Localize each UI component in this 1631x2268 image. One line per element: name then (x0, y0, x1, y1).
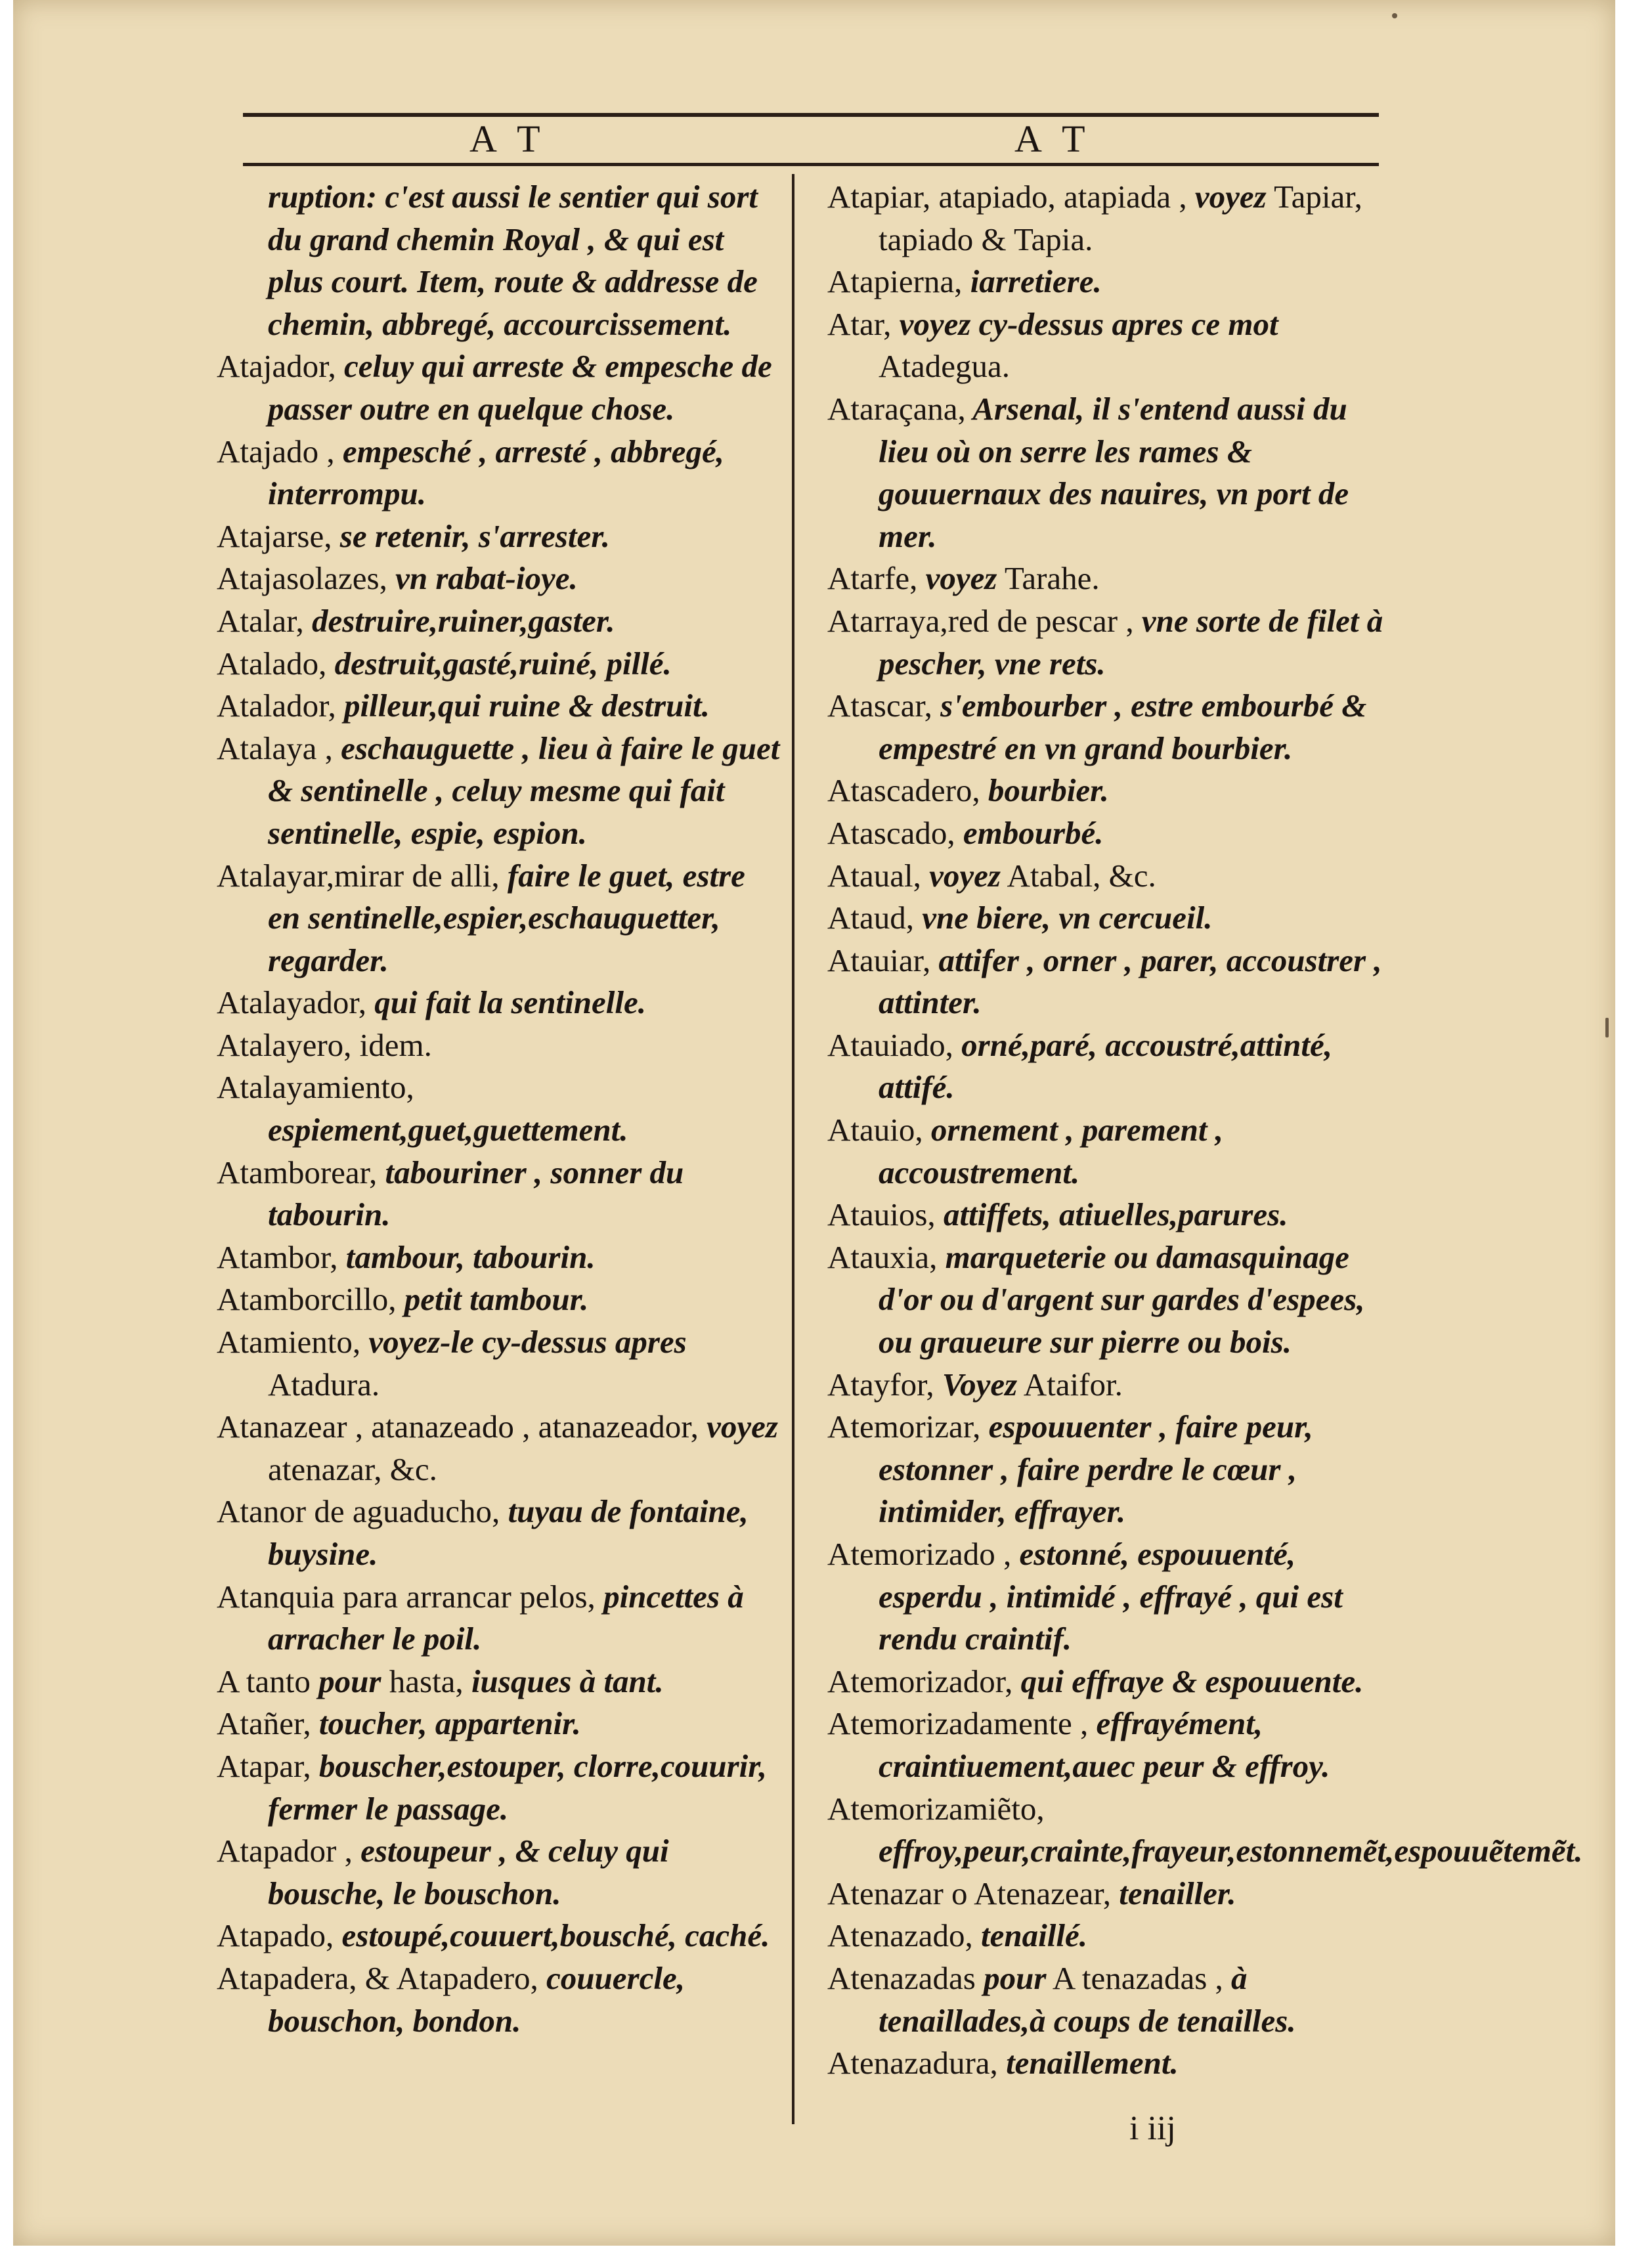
dictionary-entry (217, 176, 781, 345)
entry-headword: Atemorizado , (827, 1536, 1012, 1572)
entry-headword: Atascadero, (827, 772, 980, 809)
entry-definition: qui effraye & espouuente. (1012, 1663, 1364, 1699)
entry-headword: Atayfor, (827, 1366, 934, 1403)
entry-definition: se retenir, s'arrester. (332, 517, 610, 554)
dictionary-entry (827, 1788, 1583, 1873)
entry-definition: pincettes à arracher le poil. (268, 1578, 744, 1657)
entry-headword: Atenazar o Atenazear, (827, 1875, 1111, 1911)
entry-definition: ruption: c'est aussi le sentier qui sort du grand chemin Royal , & qui est plus court. Item, route & addresse de chemin, abbregé, accourcissement. (268, 179, 758, 342)
entry-definition: voyez (917, 560, 997, 597)
entry-definition: tabouriner , sonner du tabourin. (268, 1154, 684, 1233)
dictionary-entry (827, 855, 1392, 898)
entry-definition: tenaillement. (997, 2045, 1179, 2082)
running-head-left: A T (469, 118, 547, 160)
entry-headword: Atamborear, (217, 1154, 378, 1190)
entry-cross-reference: atenazar, &c. (268, 1450, 437, 1487)
entry-headword: Atarfe, (827, 560, 918, 597)
entry-headword: Atemorizadamente , (827, 1705, 1089, 1742)
entry-definition: attifer , orner , parer, accoustrer , attinter. (879, 942, 1382, 1021)
entry-definition: espiement,guet,guettement. (268, 1112, 628, 1148)
dictionary-entry (827, 1957, 1392, 2042)
entry-definition: empesché , arresté , abbregé, interrompu. (268, 433, 724, 512)
dictionary-entry (827, 1915, 1392, 1957)
entry-headword: Atapador , (217, 1833, 353, 1869)
dictionary-entry (217, 1703, 781, 1745)
entry-headword: Atanazear , atanazeado , atanazeador, (217, 1408, 699, 1445)
entry-definition: eschauguette , lieu à faire le guet & sentinelle , celuy mesme qui fait sentinelle, espie, espion. (268, 730, 780, 851)
entry-headword: Atajador, (217, 348, 336, 385)
dictionary-entry (827, 1364, 1392, 1407)
dictionary-entry (827, 1406, 1392, 1533)
dictionary-entry (217, 1024, 781, 1067)
entry-cross-reference: Atabal, &c. (1000, 857, 1156, 894)
entry-headword: Atalayar,mirar de alli, (217, 857, 500, 894)
entry-headword: A tanto (217, 1663, 311, 1699)
entry-headword: Atauio, (827, 1112, 923, 1148)
dictionary-entry (827, 176, 1392, 261)
dictionary-entry (827, 940, 1392, 1024)
dictionary-entry (827, 1533, 1392, 1661)
dictionary-entry (827, 303, 1392, 388)
entry-headword: Atalar, (217, 602, 304, 639)
entry-headword: Ataud, (827, 900, 914, 936)
dictionary-entry (217, 1152, 781, 1236)
entry-definition: effrayément, craintiuement,auec peur & effroy. (879, 1705, 1330, 1784)
entry-definition: orné,paré, accoustré,attinté, attifé. (879, 1026, 1332, 1106)
entry-definition: tenaillé. (972, 1917, 1087, 1954)
dictionary-entry (217, 1278, 781, 1321)
entry-definition: vne biere, vn cercueil. (914, 900, 1213, 936)
running-head-right: A T (1014, 118, 1092, 160)
dictionary-entry (827, 261, 1392, 303)
entry-headword: Atenazadura, (827, 2045, 998, 2082)
dictionary-entry (827, 557, 1392, 600)
entry-headword: Atapado, (217, 1917, 334, 1954)
entry-definition: tenailler. (1110, 1875, 1236, 1911)
entry-headword: Atauiar, (827, 942, 931, 978)
dictionary-entry (827, 1873, 1392, 1915)
entry-definition: marqueterie ou damasquinage d'or ou d'argent sur gardes d'espees, ou graueure sur pierre ou bois. (879, 1238, 1365, 1361)
dictionary-entry (217, 728, 781, 855)
dictionary-entry (217, 982, 781, 1024)
entry-definition: destruit,gasté,ruiné, pillé. (326, 645, 672, 682)
entry-headword: Atenazadas (827, 1959, 976, 1996)
entry-definition: qui fait la sentinelle. (366, 984, 647, 1021)
entry-headword: Atarraya,red de pescar , (827, 602, 1134, 639)
entry-headword: Atauiado, (827, 1026, 953, 1063)
entry-definition: pour (310, 1663, 381, 1699)
entry-headword: Atañer, (217, 1705, 311, 1742)
entry-definition: voyez (1186, 179, 1267, 215)
dictionary-entry (827, 770, 1392, 812)
dictionary-entry (827, 388, 1392, 557)
dictionary-entry (827, 1024, 1392, 1109)
entry-definition: tuyau de fontaine, buysine. (268, 1493, 749, 1572)
dictionary-entry (827, 685, 1392, 770)
dictionary-entry (217, 685, 781, 728)
dictionary-entry (217, 431, 781, 515)
dictionary-entry (217, 557, 781, 600)
entry-headword: Atemorizamiẽto, (827, 1790, 1045, 1827)
entry-definition: iarretiere. (962, 263, 1102, 300)
dictionary-entry (217, 1661, 781, 1703)
entry-definition: pour (975, 1959, 1047, 1996)
dictionary-entry (827, 1109, 1392, 1194)
dictionary-entry (217, 1491, 781, 1575)
entry-headword: Atenazado, (827, 1917, 973, 1954)
entry-definition: celuy qui arreste & empesche de passer outre en quelque chose. (268, 348, 772, 427)
entry-definition: voyez-le cy-dessus apres (360, 1324, 687, 1361)
entry-definition: faire le guet, estre en sentinelle,espier,eschauguetter, regarder. (268, 857, 745, 978)
entry-headword: Ataual, (827, 857, 921, 894)
dictionary-entry (217, 1406, 781, 1491)
entry-definition: estoupé,couuert,bousché, caché. (334, 1917, 770, 1954)
right-column (827, 176, 1583, 2085)
dictionary-entry (217, 643, 781, 686)
entry-definition: à tenaillades,à coups de tenailles. (879, 1959, 1296, 2039)
entry-headword: Atajado , (217, 433, 335, 469)
signature-mark: i iij (1129, 2110, 1176, 2147)
dictionary-entry (827, 1236, 1392, 1364)
dictionary-entry (827, 1194, 1392, 1236)
entry-cross-reference: Ataifor. (1017, 1366, 1123, 1403)
entry-headword: Atamborcillo, (217, 1281, 397, 1318)
dictionary-entry (217, 1745, 781, 1830)
entry-definition: tambour, tabourin. (337, 1238, 596, 1275)
entry-headword: Atar, (827, 305, 892, 342)
entry-headword: Atambor, (217, 1238, 338, 1275)
entry-definition: s'embourber , estre embourbé & empestré en vn grand bourbier. (879, 687, 1367, 766)
entry-headword: Atauios, (827, 1196, 936, 1233)
entry-headword: Atascar, (827, 687, 932, 724)
entry-cross-reference: Tapiar, tapiado & Tapia. (879, 179, 1362, 257)
entry-definition: bouscher,estouper, clorre,couurir, fermer le passage. (268, 1747, 767, 1827)
entry-definition: Arsenal, il s'entend aussi du lieu où on serre les rames & gouuernaux des nauires, vn port de mer. (879, 390, 1349, 554)
entry-headword: Atemorizador, (827, 1663, 1013, 1699)
entry-definition: destruire,ruiner,gaster. (303, 602, 615, 639)
left-column (217, 176, 781, 2042)
entry-headword: Atajasolazes, (217, 560, 387, 597)
entry-headword: Atamiento, (217, 1324, 361, 1361)
entry-definition: embourbé. (955, 814, 1104, 851)
dictionary-entry (827, 600, 1392, 685)
dictionary-entry (217, 1915, 781, 1957)
entry-definition: iusques à tant. (463, 1663, 664, 1699)
entry-headword: Atapadera, & Atapadero, (217, 1959, 538, 1996)
entry-definition: bourbier. (980, 772, 1109, 809)
page-speck (1392, 13, 1397, 18)
entry-definition: vn rabat-ioye. (387, 560, 578, 597)
entry-definition: Voyez (934, 1366, 1018, 1403)
header-rule-bottom (243, 163, 1379, 166)
entry-definition: toucher, appartenir. (311, 1705, 581, 1742)
entry-headword: Atalayador, (217, 984, 366, 1021)
dictionary-entry (827, 1703, 1392, 1787)
dictionary-entry (217, 1066, 781, 1151)
header-rule-top (243, 113, 1379, 117)
entry-headword: Ataraçana, (827, 390, 966, 427)
entry-headword: Atalador, (217, 687, 336, 724)
dictionary-entry (217, 1830, 781, 1915)
entry-definition: estoupeur , & celuy qui bousche, le bouschon. (268, 1833, 669, 1911)
dictionary-entry (217, 1321, 781, 1406)
dictionary-entry (217, 515, 781, 558)
entry-definition: effroy,peur,crainte,frayeur,estonnemẽt,espouuẽtemẽt. (879, 1833, 1583, 1869)
entry-definition: voyez (921, 857, 1001, 894)
entry-definition: vne sorte de filet à pescher, vne rets. (879, 602, 1383, 682)
entry-definition: couuercle, bouschon, bondon. (268, 1959, 685, 2039)
column-divider (792, 174, 794, 2124)
dictionary-entry (827, 2042, 1392, 2085)
dictionary-entry (217, 1236, 781, 1279)
entry-cross-reference: Atadura. (268, 1366, 380, 1403)
entry-headword: Atemorizar, (827, 1408, 981, 1445)
entry-headword: Atapiar, atapiado, atapiada , (827, 179, 1187, 215)
entry-headword: Atauxia, (827, 1238, 938, 1275)
entry-cross-reference: A tenazadas , (1046, 1959, 1223, 1996)
entry-definition: pilleur,qui ruine & destruit. (336, 687, 710, 724)
page-speck (1605, 1018, 1609, 1037)
entry-cross-reference: Atadegua. (879, 348, 1010, 385)
entry-headword: Atanquia para arrancar pelos, (217, 1578, 596, 1615)
entry-definition: espouuenter , faire peur, estonner , faire perdre le cœur , intimider, effrayer. (879, 1408, 1313, 1530)
entry-headword: Atalado, (217, 645, 327, 682)
entry-headword: Atapar, (217, 1747, 311, 1784)
dictionary-entry (217, 1576, 781, 1661)
entry-definition: voyez cy-dessus apres ce mot (891, 305, 1278, 342)
entry-headword: Atapierna, (827, 263, 963, 300)
entry-definition: voyez (698, 1408, 778, 1445)
entry-cross-reference: hasta, (381, 1663, 464, 1699)
entry-definition: ornement , parement , accoustrement. (879, 1112, 1223, 1190)
dictionary-entry (827, 1661, 1392, 1703)
dictionary-entry (217, 855, 781, 982)
entry-definition: attiffets, atiuelles,parures. (935, 1196, 1288, 1233)
entry-definition: petit tambour. (396, 1281, 589, 1318)
entry-headword: Atalaya , (217, 730, 333, 766)
entry-headword: Atascado, (827, 814, 955, 851)
entry-cross-reference: Tarahe. (997, 560, 1100, 597)
dictionary-entry (827, 812, 1392, 855)
dictionary-entry (217, 1957, 781, 2042)
dictionary-entry (217, 600, 781, 643)
entry-definition: estonné, espouuenté, esperdu , intimidé , effrayé , qui est rendu craintif. (879, 1536, 1343, 1657)
entry-headword: Atalayamiento, (217, 1069, 414, 1106)
dictionary-entry (217, 345, 781, 430)
entry-headword: Atalayero, idem. (217, 1026, 432, 1063)
dictionary-entry (827, 897, 1392, 940)
entry-headword: Atajarse, (217, 517, 332, 554)
entry-headword: Atanor de aguaducho, (217, 1493, 500, 1530)
